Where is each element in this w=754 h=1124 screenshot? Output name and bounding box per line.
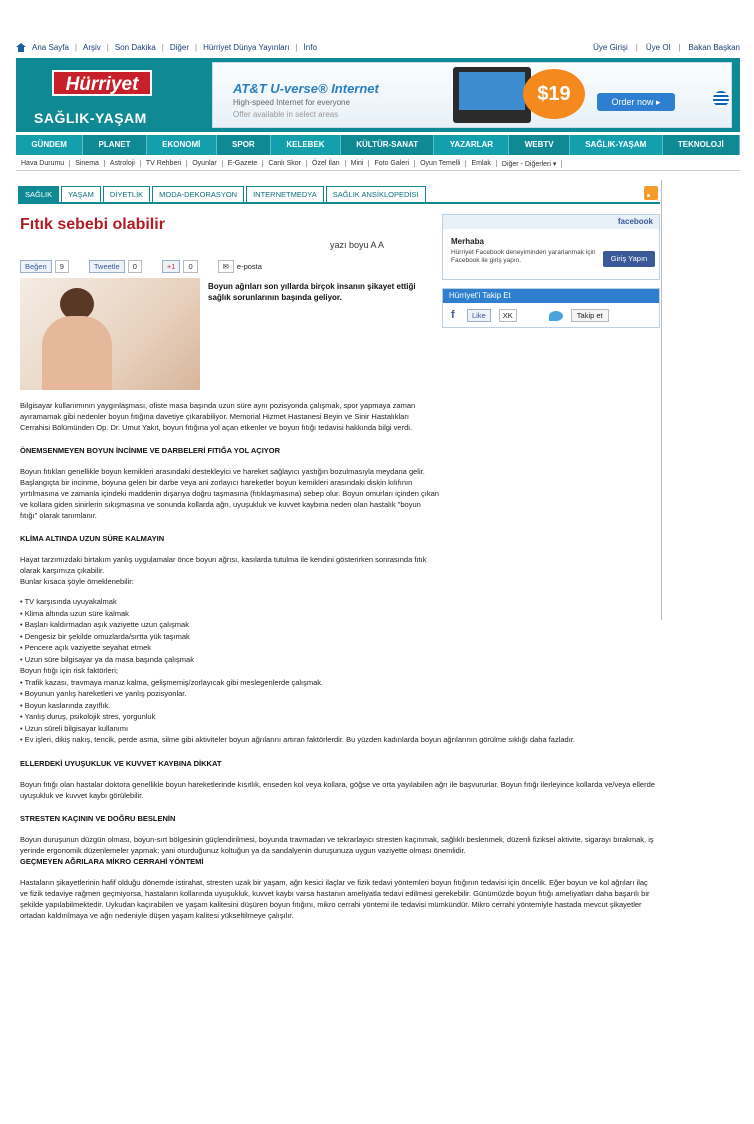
gplus [162, 260, 198, 273]
topbar-link-info[interactable]: İnfo [303, 42, 317, 52]
list-item: • Dengesiz bir şekilde omuzlarda/sırtta yük taşımak [20, 631, 190, 641]
home-icon[interactable] [16, 43, 26, 52]
facebook-like-button[interactable]: Beğen [20, 260, 52, 273]
list-item: • Boyunun yanlış hareketleri ve yanlış pozisyonlar. [20, 689, 187, 698]
topbar-link-home[interactable]: Ana Sayfa [32, 42, 69, 52]
list-item: • Boyun kaslarında zayıflık. [20, 700, 111, 710]
list-item: • TV karşısında uyuyakalmak [20, 597, 117, 606]
gplus-button[interactable]: +1 [162, 260, 181, 273]
article-photo [20, 278, 200, 390]
tab-saglik[interactable]: SAĞLIK [18, 186, 59, 202]
nav-item-kelebek[interactable]: KELEBEK [271, 135, 341, 155]
register-link[interactable]: Üye Ol [645, 42, 671, 52]
subnav-item[interactable]: Diğer - Diğerleri ▾ [497, 160, 562, 168]
subnav-item[interactable]: E-Gazete [223, 160, 264, 167]
ad-banner[interactable] [212, 62, 732, 128]
subheading-5: GEÇMEYEN AĞRILARA MİKRO CERRAHİ YÖNTEMİ [20, 856, 204, 866]
paragraph-2b: Bunlar kısaca şöyle örneklenebilir: [20, 577, 134, 586]
subnav-item[interactable]: Astroloji [105, 160, 141, 167]
tab-diyetlik[interactable]: DİYETLİK [103, 186, 150, 202]
list-item: • Trafik kazası, travmaya maruz kalma, gelişmemiş/zorlayıcak gibi meslegenlerde çalışmak. [20, 677, 324, 687]
topbar-link-archive[interactable]: Arşiv [83, 42, 101, 52]
nav-item-teknoloji[interactable]: TEKNOLOJİ [663, 135, 740, 155]
subheading-3: ELLERDEKİ UYUŞUKLUK VE KUVVET KAYBINA DİKKAT [20, 758, 222, 768]
article-headline: Fıtık sebebi olabilir [20, 216, 165, 233]
nav-item-planet[interactable]: PLANET [83, 135, 147, 155]
paragraph-5: Hastaların şikayetlerinin hafif olduğu dönemde istirahat, stresten uzak bir yaşam, ağrı kesici ilaçlar ve fizik tedavi yöntemleri boyun fıtığının tedavisi için öncelik. Eğer boyun ve kol ağrıları ilaç ve fizik tedaviye rağmen geçmiyorsa, hastaların kollarında uyuşukluk, kuvvet kaybı varsa hastanın ameliyatla tedavi edilmesi gerekebilir. Günümüzde boyun fıtığı ameliyatları daha başarılı bir şekilde yapılabilmektedir. Uykudan kaçırabilen ve yaşam kalitesini düşüren boyun fıtığını, mikro cerrahi yöntemi ile tedavisi mümkündür. Mikro cerrahi yöntemiyle hastada mevcut şikayetler ortadan kaldırılmaya ve ağrı nedeniyle düşen yaşam kalitesi yükseltilmeye çalışılır. [20, 877, 650, 920]
nav-item-webtv[interactable]: WEBTV [509, 135, 570, 155]
twitter-follow-button[interactable]: Takip et [571, 309, 609, 322]
top-utility-bar: Ana Sayfa | Arşiv | Son Dakika | Diğer | Hürriyet Dünya Yayınları | İnfo Üye Girişi | Üye Ol | Bakan Başkan [16, 40, 740, 54]
category-tabs [18, 186, 660, 204]
follow-box [442, 288, 660, 328]
facebook-icon: f [451, 309, 455, 321]
list-item: • Pencere açık vaziyette seyahat etmek [20, 643, 152, 652]
ad-title: AT&T U-verse® Internet [233, 81, 379, 96]
nav-item-gundem[interactable]: GÜNDEM [16, 135, 83, 155]
facebook-page-like-button[interactable]: Like [467, 309, 491, 322]
list-item: • Uzun süre bilgisayar ya da masa başında çalışmak [20, 654, 194, 664]
facebook-box-text: Hürriyet Facebook deneyiminden yararlanmak için Facebook ile giriş yapın. [451, 249, 596, 264]
list-item: • Uzun süreli bilgisayar kullanımı [20, 723, 129, 733]
risk-heading: Boyun fıtığı için risk faktörleri; [20, 666, 118, 675]
paragraph-4: Boyun duruşunun düzgün olması, boyun-sırt bölgesinin güçlendirilmesi, boyunda travmadan ve tekrarlayıcı stresten kaçınmak, sağlıklı beslenmek, düzenli fiziksel aktivite, sigarayı bırakmak, iş yerinde ergonomik düzenlemeler yapmak; yani oturduğunuz koltuğun ya da sandalyenin duruşunuza uygun vaziyette olması önemlidir. [20, 834, 654, 855]
login-link[interactable]: Üye Girişi [593, 42, 628, 52]
paragraph-2a: Hayat tarzımızdaki birtakım yanlış uygulamalar önce boyun ağrısı, kasılarda tutulma ile kendini gösterirken sonrasında fıtık olarak karşımıza çıkabilir. [20, 555, 427, 575]
ad-price: $19 [523, 69, 585, 119]
facebook-box-header: facebook [443, 215, 659, 229]
subheading-4: STRESTEN KAÇININ VE DOĞRU BESLENİN [20, 813, 176, 823]
tab-internetmedya[interactable]: İNTERNETMEDYA [246, 186, 324, 202]
paragraph-1: Boyun fıtıkları genellikle boyun kemikleri arasındaki destekleyici ve hareket sağlayıcı yastığın bozulmasıyla meydana gelir. Başlangıçta bir incinme, boyuna gelen bir darbe veya ani zorlayıcı hareketler boyun kemikleri arasındaki diskin kılıfının yırtılmasına ve zamanla içindeki maddenin dışarıya doğru taşmasına (fıtıklaşmasına) sebep olur. Boyun omurları içinden çıkan ve kollara giden sinirlerin sıkışmasına ve sonunda kollarda ağrı, uyuşukluk ve kuvvet kaybına neden olan hastalık "boyun fıtığı" olarak tanımlanır. [20, 467, 439, 520]
article-lead: Boyun ağrıları son yıllarda birçok insanın şikayet ettiği sağlık sorunlarının başında geliyor. [208, 282, 416, 302]
facebook-page-like-count: XK [499, 309, 517, 322]
nav-item-yazarlar[interactable]: YAZARLAR [434, 135, 509, 155]
subnav-item[interactable]: Oyun Temelli [415, 160, 466, 167]
list-item: • Yanlış duruş, psikolojik stres, yorgunluk [20, 712, 156, 721]
subheading-1: ÖNEMSENMEYEN BOYUN İNCİNME VE DARBELERİ FITIĞA YOL AÇIYOR [20, 446, 281, 455]
gplus-count: 0 [183, 260, 197, 273]
facebook-like [20, 260, 69, 273]
tweet-button[interactable]: Tweetle [89, 260, 125, 273]
facebook-greeting: Merhaba [451, 237, 484, 246]
ad-subtitle-2: Offer available in select areas [233, 110, 339, 119]
subnav-item[interactable]: Sinema [70, 160, 105, 167]
laptop-image [453, 67, 531, 123]
facebook-like-count: 9 [55, 260, 69, 273]
subnav-item[interactable]: Oyunlar [187, 160, 223, 167]
follow-box-header: Hürriyet'i Takip Et [443, 289, 659, 303]
topbar-link-publications[interactable]: Hürriyet Dünya Yayınları [203, 42, 290, 52]
subnav-item[interactable]: Emlak [466, 160, 496, 167]
list-habits [20, 596, 656, 746]
subnav-item[interactable]: Özel İlan [307, 160, 346, 167]
column-divider [661, 180, 662, 620]
subheading-2: KLİMA ALTINDA UZUN SÜRE KALMAYIN [20, 534, 165, 543]
subnav-item[interactable]: Mini [346, 160, 370, 167]
article-intro: Bilgisayar kullanımının yaygınlaşması, ofiste masa başında uzun süre aynı pozisyonda çalışmak, spor yapmaya zaman ayıramamak gibi nedenler boyun fıtığına davetiye çıkarabiliyor. Memorial Hizmet Hastanesi Beyin ve Sinir Hastalıkları Cerrahisi Bölümünden Op. Dr. Umut Yakıt, boyun fıtığına yol açan etkenler ve boyun fıtığı tedavisi hakkında bilgi verdi. [20, 401, 416, 432]
subnav-item[interactable]: TV Rehberi [141, 160, 187, 167]
topbar-link-other[interactable]: Diğer [169, 42, 189, 52]
rss-icon[interactable] [644, 186, 658, 200]
topbar-link-breaking[interactable]: Son Dakika [114, 42, 156, 52]
ad-order-button[interactable]: Order now ▸ [597, 93, 675, 111]
topbar-link-extra[interactable]: Bakan Başkan [688, 42, 740, 52]
nav-item-saglik-yasam[interactable]: SAĞLIK-YAŞAM [570, 135, 663, 155]
subnav-item[interactable]: Foto Galeri [369, 160, 415, 167]
att-logo-icon [713, 91, 729, 107]
facebook-login-button[interactable]: Giriş Yapın [603, 251, 655, 267]
right-column [442, 214, 660, 328]
list-item: • Klima altında uzun süre kalmak [20, 608, 129, 618]
site-header [16, 58, 740, 132]
social-share-bar [20, 260, 262, 273]
main-nav [16, 135, 740, 155]
twitter-icon [549, 311, 563, 321]
tab-saglik-ansiklopedisi[interactable]: SAĞLIK ANSİKLOPEDİSİ [326, 186, 426, 202]
tab-moda-dekorasyon[interactable]: MODA-DEKORASYON [152, 186, 244, 202]
subnav-item[interactable]: Hava Durumu [16, 160, 70, 167]
site-logo[interactable]: Hürriyet [52, 70, 152, 96]
nav-item-kultur-sanat[interactable]: KÜLTÜR-SANAT [341, 135, 435, 155]
list-item: • Ev işleri, dikiş nakış, tencik, perde asma, silme gibi aktiviteler boyun ağrılarını artıran faktörlerdir. Bu yüzden kadınlarda boyun ağrılarının görülme sıklığı daha fazladır. [20, 735, 575, 744]
facebook-login-box [442, 214, 660, 280]
tweet [89, 260, 142, 273]
tweet-count: 0 [128, 260, 142, 273]
list-item: • Başları kaldırmadan aşık vaziyette uzun çalışmak [20, 620, 189, 629]
email-share[interactable] [218, 260, 262, 273]
ad-subtitle: High-speed Internet for everyone [233, 98, 350, 107]
email-share-label[interactable]: e-posta [236, 262, 262, 271]
sub-nav [16, 157, 740, 171]
font-size-control[interactable]: yazı boyu A A [330, 240, 385, 250]
nav-item-ekonomi[interactable]: EKONOMİ [147, 135, 217, 155]
photo-body [42, 316, 112, 390]
email-icon: ✉ [218, 260, 234, 273]
paragraph-3: Boyun fıtığı olan hastalar doktora genellikle boyun hareketlerinde kısıtlık, enseden kol veya kollara, göğse ve orta yayılabilen ağrı ile başvururlar. Boyun fıtığı ilerleyince kollarda ve/veya ellerde uyuşukluk ve kuvvet kaybı görülebilir. [20, 779, 655, 800]
article-body [20, 400, 656, 930]
subnav-item[interactable]: Canlı Skor [263, 160, 307, 167]
section-title[interactable]: SAĞLIK-YAŞAM [34, 110, 147, 126]
nav-item-spor[interactable]: SPOR [217, 135, 271, 155]
tab-yasam[interactable]: YAŞAM [61, 186, 101, 202]
